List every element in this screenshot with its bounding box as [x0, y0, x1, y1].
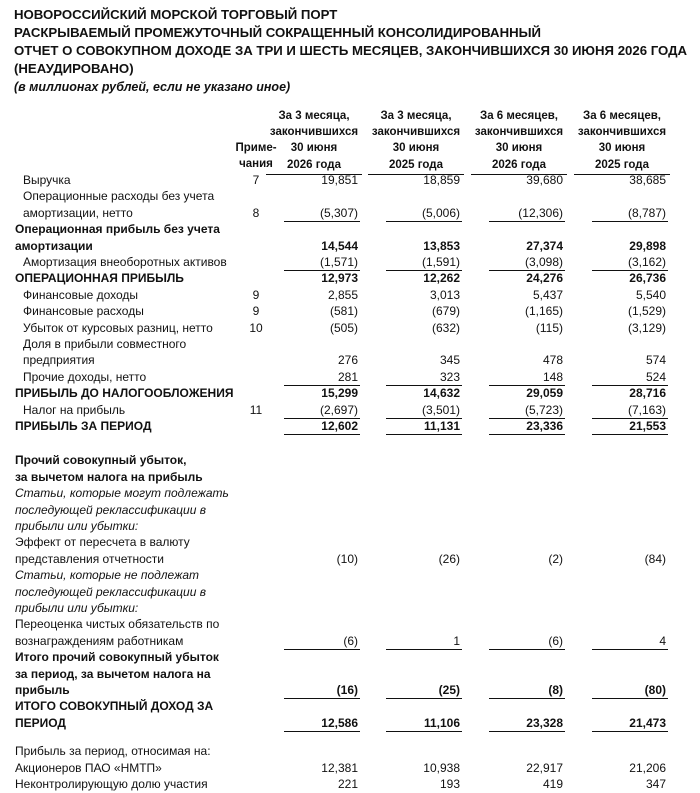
statement-row [0, 304, 700, 320]
value-cell: (10) [336, 551, 358, 566]
value-cell: 21,206 [629, 760, 666, 775]
statement-row [0, 699, 700, 732]
row-label: прибыли или убытки: [15, 518, 139, 533]
value-cell: (1,571) [319, 255, 358, 269]
report-title-line: ОТЧЕТ О СОВОКУПНОМ ДОХОДЕ ЗА ТРИ И ШЕСТЬ МЕСЯЦЕВ, ЗАКОНЧИВШИХСЯ 30 ИЮНЯ 2026 ГОДА [14, 43, 687, 58]
value-cell: 5,437 [532, 287, 563, 302]
value-cell: (505) [329, 320, 358, 335]
row-label: Прочие доходы, нетто [23, 369, 147, 384]
value-cell: 26,736 [629, 271, 666, 286]
row-label: Неконтролирующую долю участия [15, 777, 208, 791]
subtotal-rule [489, 434, 565, 435]
row-label: Статьи, которые могут подлежать [15, 486, 229, 501]
value-cell: (1,165) [524, 304, 563, 319]
value-cell: 14,544 [321, 238, 358, 253]
statement-row [0, 271, 700, 287]
row-label: последующей реклассификации в [15, 584, 206, 599]
row-label: Прочий совокупный убыток, [15, 453, 187, 468]
statement-row [0, 650, 700, 699]
row-label: Операционные расходы без учета [23, 189, 215, 204]
value-cell: 347 [645, 777, 666, 791]
statement-row [0, 453, 700, 486]
note-ref: 9 [252, 287, 260, 302]
value-cell: 19,851 [321, 173, 358, 187]
value-cell: 524 [645, 369, 666, 384]
statement-row [0, 617, 700, 650]
period-column-header: За 3 месяца, закончившихся 30 июня 2026 года [266, 108, 362, 175]
row-label: Налог на прибыль [23, 402, 126, 417]
period-column-header: За 6 месяцев, закончившихся 30 июня 2026 года [471, 108, 567, 175]
value-cell: (12,306) [518, 205, 563, 220]
value-cell: 193 [439, 777, 460, 791]
report-title-line: РАСКРЫВАЕМЫЙ ПРОМЕЖУТОЧНЫЙ СОКРАЩЕННЫЙ КОНСОЛИДИРОВАННЫЙ [14, 25, 542, 40]
value-cell: (679) [431, 304, 460, 319]
row-label: Прибыль за период, относимая на: [15, 744, 211, 759]
subtotal-rule [284, 434, 360, 435]
statement-row [0, 255, 700, 271]
row-label: ПЕРИОД [15, 715, 66, 730]
statement-row [0, 288, 700, 304]
note-ref: 9 [252, 304, 260, 319]
subtotal-rule [592, 434, 668, 435]
value-cell: 12,381 [321, 760, 358, 775]
value-cell: 12,586 [321, 715, 358, 730]
value-cell: (16) [336, 682, 358, 697]
row-label: предприятия [23, 353, 95, 368]
value-cell: 11,131 [423, 419, 460, 433]
value-cell: 5,540 [635, 287, 666, 302]
value-cell: 281 [337, 369, 358, 384]
statement-row [0, 189, 700, 222]
value-cell: 12,973 [321, 271, 358, 286]
value-cell: 4 [659, 633, 666, 648]
statement-row [0, 386, 700, 402]
statement-row [0, 403, 700, 419]
value-cell: (3,162) [627, 255, 666, 269]
value-cell: 14,632 [423, 386, 460, 401]
value-cell: 12,262 [423, 271, 460, 286]
statement-row [0, 419, 700, 435]
row-label: ПРИБЫЛЬ ДО НАЛОГООБЛОЖЕНИЯ [15, 386, 234, 401]
statement-row [0, 337, 700, 370]
period-column-header: За 6 месяцев, закончившихся 30 июня 2025 года [574, 108, 670, 175]
value-cell: (1,529) [627, 304, 666, 319]
statement-row [0, 761, 700, 777]
value-cell: 29,898 [629, 238, 666, 253]
value-cell: (80) [644, 682, 666, 697]
subtotal-rule [592, 731, 668, 732]
value-cell: 22,917 [526, 760, 563, 775]
value-cell: 148 [542, 369, 563, 384]
value-cell: 21,473 [629, 715, 666, 730]
value-cell: 3,013 [429, 287, 460, 302]
value-cell: 478 [542, 353, 563, 368]
statement-row [0, 535, 700, 568]
row-label: амортизации, нетто [23, 205, 133, 220]
statement-row [0, 568, 700, 617]
value-cell: (5,723) [524, 402, 563, 417]
value-cell: 38,685 [629, 173, 666, 187]
value-cell: 419 [542, 777, 563, 791]
value-cell: 27,374 [526, 238, 563, 253]
value-cell: 11,106 [423, 715, 460, 730]
value-cell: (1,591) [421, 255, 460, 269]
value-cell: (3,501) [421, 402, 460, 417]
value-cell: (3,098) [524, 255, 563, 269]
value-cell: (5,006) [421, 205, 460, 220]
value-cell: (2) [548, 551, 563, 566]
value-cell: 23,328 [526, 715, 563, 730]
statement-row [0, 321, 700, 337]
row-label: ПРИБЫЛЬ ЗА ПЕРИОД [15, 419, 152, 433]
statement-row [0, 222, 700, 255]
row-label: последующей реклассификации в [15, 502, 206, 517]
row-label: ОПЕРАЦИОННАЯ ПРИБЫЛЬ [15, 271, 184, 286]
row-label: Выручка [23, 173, 71, 187]
row-label: Итого прочий совокупный убыток [15, 650, 219, 665]
row-label: Акционеров ПАО «НМТП» [15, 760, 162, 775]
notes-column-header: Приме- чания [235, 142, 277, 170]
value-cell: (84) [644, 551, 666, 566]
value-cell: (2,697) [319, 402, 358, 417]
units-subtitle: (в миллионах рублей, если не указано иное) [14, 80, 291, 94]
value-cell: 1 [453, 633, 460, 648]
row-label: Доля в прибыли совместного [23, 337, 187, 351]
value-cell: 28,716 [629, 386, 666, 401]
value-cell: 15,299 [321, 386, 358, 401]
row-label: амортизации [15, 238, 93, 253]
row-label: представления отчетности [15, 551, 164, 566]
row-label: прибыли или убытки: [15, 600, 139, 615]
value-cell: 12,602 [321, 419, 358, 433]
note-ref: 7 [252, 173, 260, 187]
note-ref: 8 [252, 205, 260, 220]
value-cell: (25) [438, 682, 460, 697]
value-cell: 23,336 [526, 419, 563, 433]
value-cell: (7,163) [627, 402, 666, 417]
row-label: Операционная прибыль без учета [15, 222, 220, 237]
statement-row [0, 777, 700, 793]
value-cell: 221 [337, 777, 358, 791]
report-title-line: НОВОРОССИЙСКИЙ МОРСКОЙ ТОРГОВЫЙ ПОРТ [14, 7, 338, 22]
statement-row [0, 744, 700, 760]
value-cell: (8,787) [627, 205, 666, 220]
value-cell: (3,129) [627, 320, 666, 335]
row-label: Финансовые расходы [23, 304, 144, 319]
row-label: Финансовые доходы [23, 287, 139, 302]
row-label: Амортизация внеоборотных активов [23, 255, 227, 269]
value-cell: 13,853 [423, 238, 460, 253]
statement-row [0, 173, 700, 189]
value-cell: 10,938 [423, 760, 460, 775]
note-ref: 10 [249, 320, 263, 335]
value-cell: (26) [438, 551, 460, 566]
report-title-line: (НЕАУДИРОВАНО) [14, 61, 134, 76]
row-label: вознаграждениям работникам [15, 633, 184, 648]
value-cell: 574 [645, 353, 666, 368]
value-cell: 276 [337, 353, 358, 368]
value-cell: (632) [431, 320, 460, 335]
value-cell: 323 [439, 369, 460, 384]
value-cell: 29,059 [526, 386, 563, 401]
value-cell: (581) [329, 304, 358, 319]
statement-row [0, 486, 700, 535]
value-cell: 18,859 [423, 173, 460, 187]
note-ref: 11 [249, 402, 263, 417]
row-label: Убыток от курсовых разниц, нетто [23, 320, 213, 335]
value-cell: 345 [439, 353, 460, 368]
value-cell: 24,276 [526, 271, 563, 286]
row-label: за вычетом налога на прибыль [15, 469, 203, 484]
subtotal-rule [489, 731, 565, 732]
row-label: Эффект от пересчета в валюту [15, 535, 190, 550]
row-label: за период, за вычетом налога на [15, 666, 211, 681]
row-label: ИТОГО СОВОКУПНЫЙ ДОХОД ЗА [15, 699, 214, 714]
value-cell: 2,855 [327, 287, 358, 302]
row-label: Переоценка чистых обязательств по [15, 617, 220, 632]
statement-row [0, 370, 700, 386]
row-label: прибыль [15, 682, 70, 697]
period-column-header: За 3 месяца, закончившихся 30 июня 2025 года [368, 108, 464, 175]
value-cell: (6) [343, 633, 358, 648]
value-cell: (115) [535, 320, 563, 335]
value-cell: (8) [548, 682, 563, 697]
value-cell: (5,307) [319, 205, 358, 220]
row-label: Статьи, которые не подлежат [15, 568, 199, 583]
value-cell: 21,553 [629, 419, 666, 433]
value-cell: (6) [548, 633, 563, 648]
value-cell: 39,680 [526, 173, 563, 187]
subtotal-rule [386, 731, 462, 732]
subtotal-rule [284, 731, 360, 732]
subtotal-rule [386, 434, 462, 435]
